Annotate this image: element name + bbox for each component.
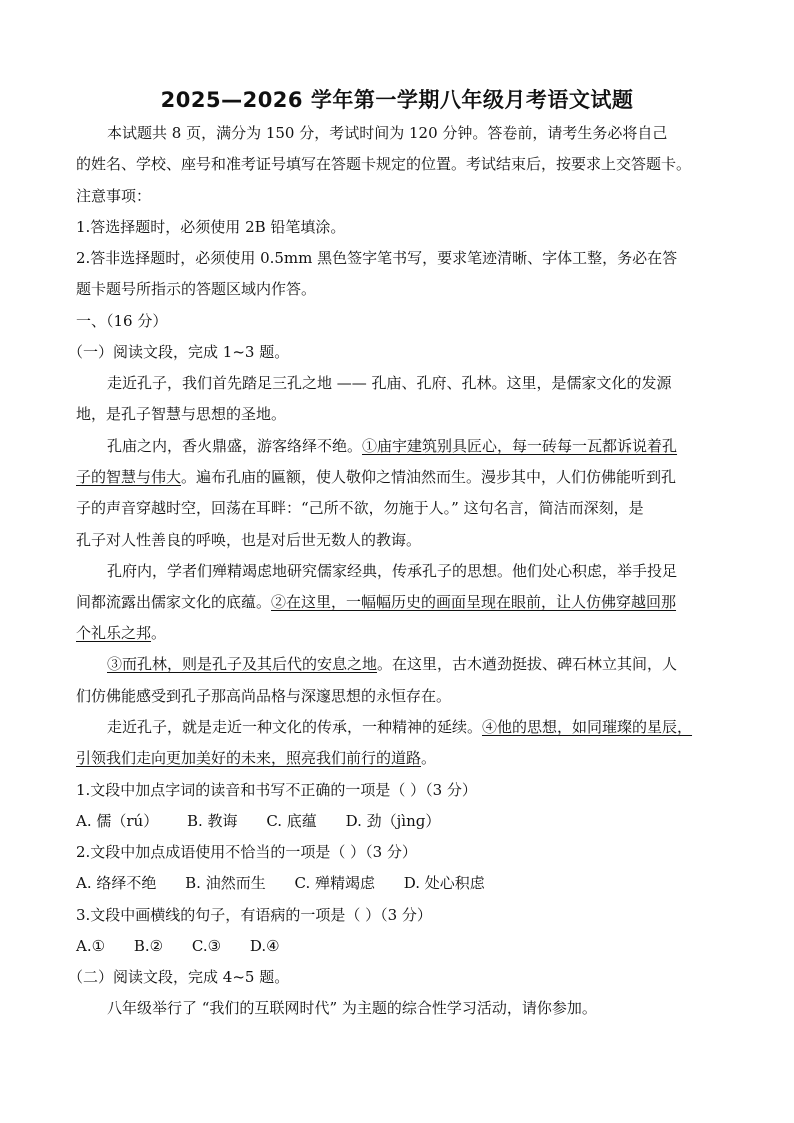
q1-option-d: D. 劲（jìnɡ） [345, 812, 441, 830]
question-2-options [76, 873, 736, 893]
passage-p1-line-2: 地，是孔子智慧与思想的圣地。 [76, 405, 287, 423]
passage-text: 。在这里，古木遒劲挺拔、碑石林立其间，人 [377, 655, 678, 673]
passage-p2-line-4: 孔子对人性善良的呼唤，也是对后世无数人的教诲。 [76, 531, 422, 549]
passage-p3-line-3 [76, 623, 736, 643]
q2-option-c: C. 殚精竭虑 [294, 874, 375, 892]
passage-p3-line-1: 孔府内，学者们殚精竭虑地研究儒家经典，传承孔子的思想。他们处心积虑，举手投足 [107, 562, 678, 580]
passage-p2-line-1 [107, 436, 736, 456]
q3-option-c: C.③ [191, 937, 222, 955]
question-1-options [76, 811, 736, 831]
part-2-text: 八年级举行了 “我们的互联网时代” 为主题的综合性学习活动，请你参加。 [107, 999, 597, 1017]
exam-title: 2025—2026 学年第一学期八年级月考语文试题 [160, 88, 634, 112]
passage-p4-line-2: 们仿佛能感受到孔子那高尚品格与深邃思想的永恒存在。 [76, 687, 452, 705]
underlined-sentence-4: ④他的思想，如同璀璨的星辰， [482, 718, 693, 736]
passage-p5-line-1 [107, 717, 736, 737]
passage-text: 走近孔子，就是走近一种文化的传承，一种精神的延续。 [107, 718, 483, 736]
part-2-heading: （二）阅读文段，完成 4~5 题。 [68, 968, 290, 986]
intro-line-1: 本试题共 8 页，满分为 150 分，考试时间为 120 分钟。答卷前，请考生务必将自己 [107, 124, 668, 142]
passage-text: 。遍布孔庙的匾额，使人敬仰之情油然而生。漫步其中，人们仿佛能听到孔 [181, 468, 677, 486]
question-3-options [76, 936, 736, 956]
q1-option-a: A. 儒（rú） [76, 812, 159, 830]
passage-p2-line-3: 子的声音穿越时空，回荡在耳畔：“己所不欲，勿施于人。” 这句名言，简洁而深刻，是 [76, 499, 644, 517]
notes-item-2-line-2: 题卡题号所指示的答题区域内作答。 [76, 280, 317, 298]
q2-option-d: D. 处心积虑 [403, 874, 485, 892]
q2-option-a: A. 络绎不绝 [76, 874, 157, 892]
underlined-sentence-4-end: 引领我们走向更加美好的未来，照亮我们前行的道路 [76, 749, 422, 767]
passage-p1-line-1: 走近孔子，我们首先踏足三孔之地 —— 孔庙、孔府、孔林。这里，是儒家文化的发源 [107, 374, 672, 392]
passage-text: 。 [151, 624, 167, 642]
q3-option-b: B.② [133, 937, 164, 955]
intro-line-2: 的姓名、学校、座号和准考证号填写在答题卡规定的位置。考试结束后，按要求上交答题卡。 [76, 155, 692, 173]
passage-text: 孔庙之内，香火鼎盛，游客络绎不绝。 [107, 437, 363, 455]
question-3-stem: 3.文段中画横线的句子，有语病的一项是（ ）（3 分） [76, 906, 432, 924]
passage-p3-line-2 [76, 592, 736, 612]
question-1-stem: 1.文段中加点字词的读音和书写不正确的一项是（ ）（3 分） [76, 781, 477, 799]
passage-p4-line-1 [107, 654, 736, 674]
passage-text: 间都流露出儒家文化的底蕴。 [76, 593, 272, 611]
q3-option-a: A.① [76, 937, 106, 955]
underlined-sentence-1: ①庙宇建筑别具匠心，每一砖每一瓦都诉说着孔 [362, 437, 678, 455]
q2-option-b: B. 油然而生 [185, 874, 266, 892]
passage-text: 。 [421, 749, 437, 767]
underlined-sentence-2: ②在这里，一幅幅历史的画面呈现在眼前，让人仿佛穿越回那 [271, 593, 677, 611]
underlined-sentence-2-end: 个礼乐之邦 [76, 624, 152, 642]
notes-item-1: 1.答选择题时，必须使用 2B 铅笔填涂。 [76, 218, 346, 236]
q3-option-d: D.④ [249, 937, 280, 955]
q1-option-b: B. 教诲 [186, 812, 238, 830]
q1-option-c: C. 底蕴 [266, 812, 317, 830]
part-1-heading: （一）阅读文段，完成 1~3 题。 [68, 343, 290, 361]
underlined-sentence-3: ③而孔林，则是孔子及其后代的安息之地 [107, 655, 378, 673]
section-1-heading: 一、（16 分） [76, 312, 168, 330]
question-2-stem: 2.文段中加点成语使用不恰当的一项是（ ）（3 分） [76, 843, 417, 861]
notes-heading: 注意事项： [76, 187, 152, 205]
passage-p2-line-2 [76, 467, 736, 487]
passage-p5-line-2 [76, 748, 736, 768]
underlined-sentence-1-end: 子的智慧与伟大 [76, 468, 182, 486]
notes-item-2-line-1: 2.答非选择题时，必须使用 0.5mm 黑色签字笔书写，要求笔迹清晰、字体工整，务必在答 [76, 249, 678, 267]
